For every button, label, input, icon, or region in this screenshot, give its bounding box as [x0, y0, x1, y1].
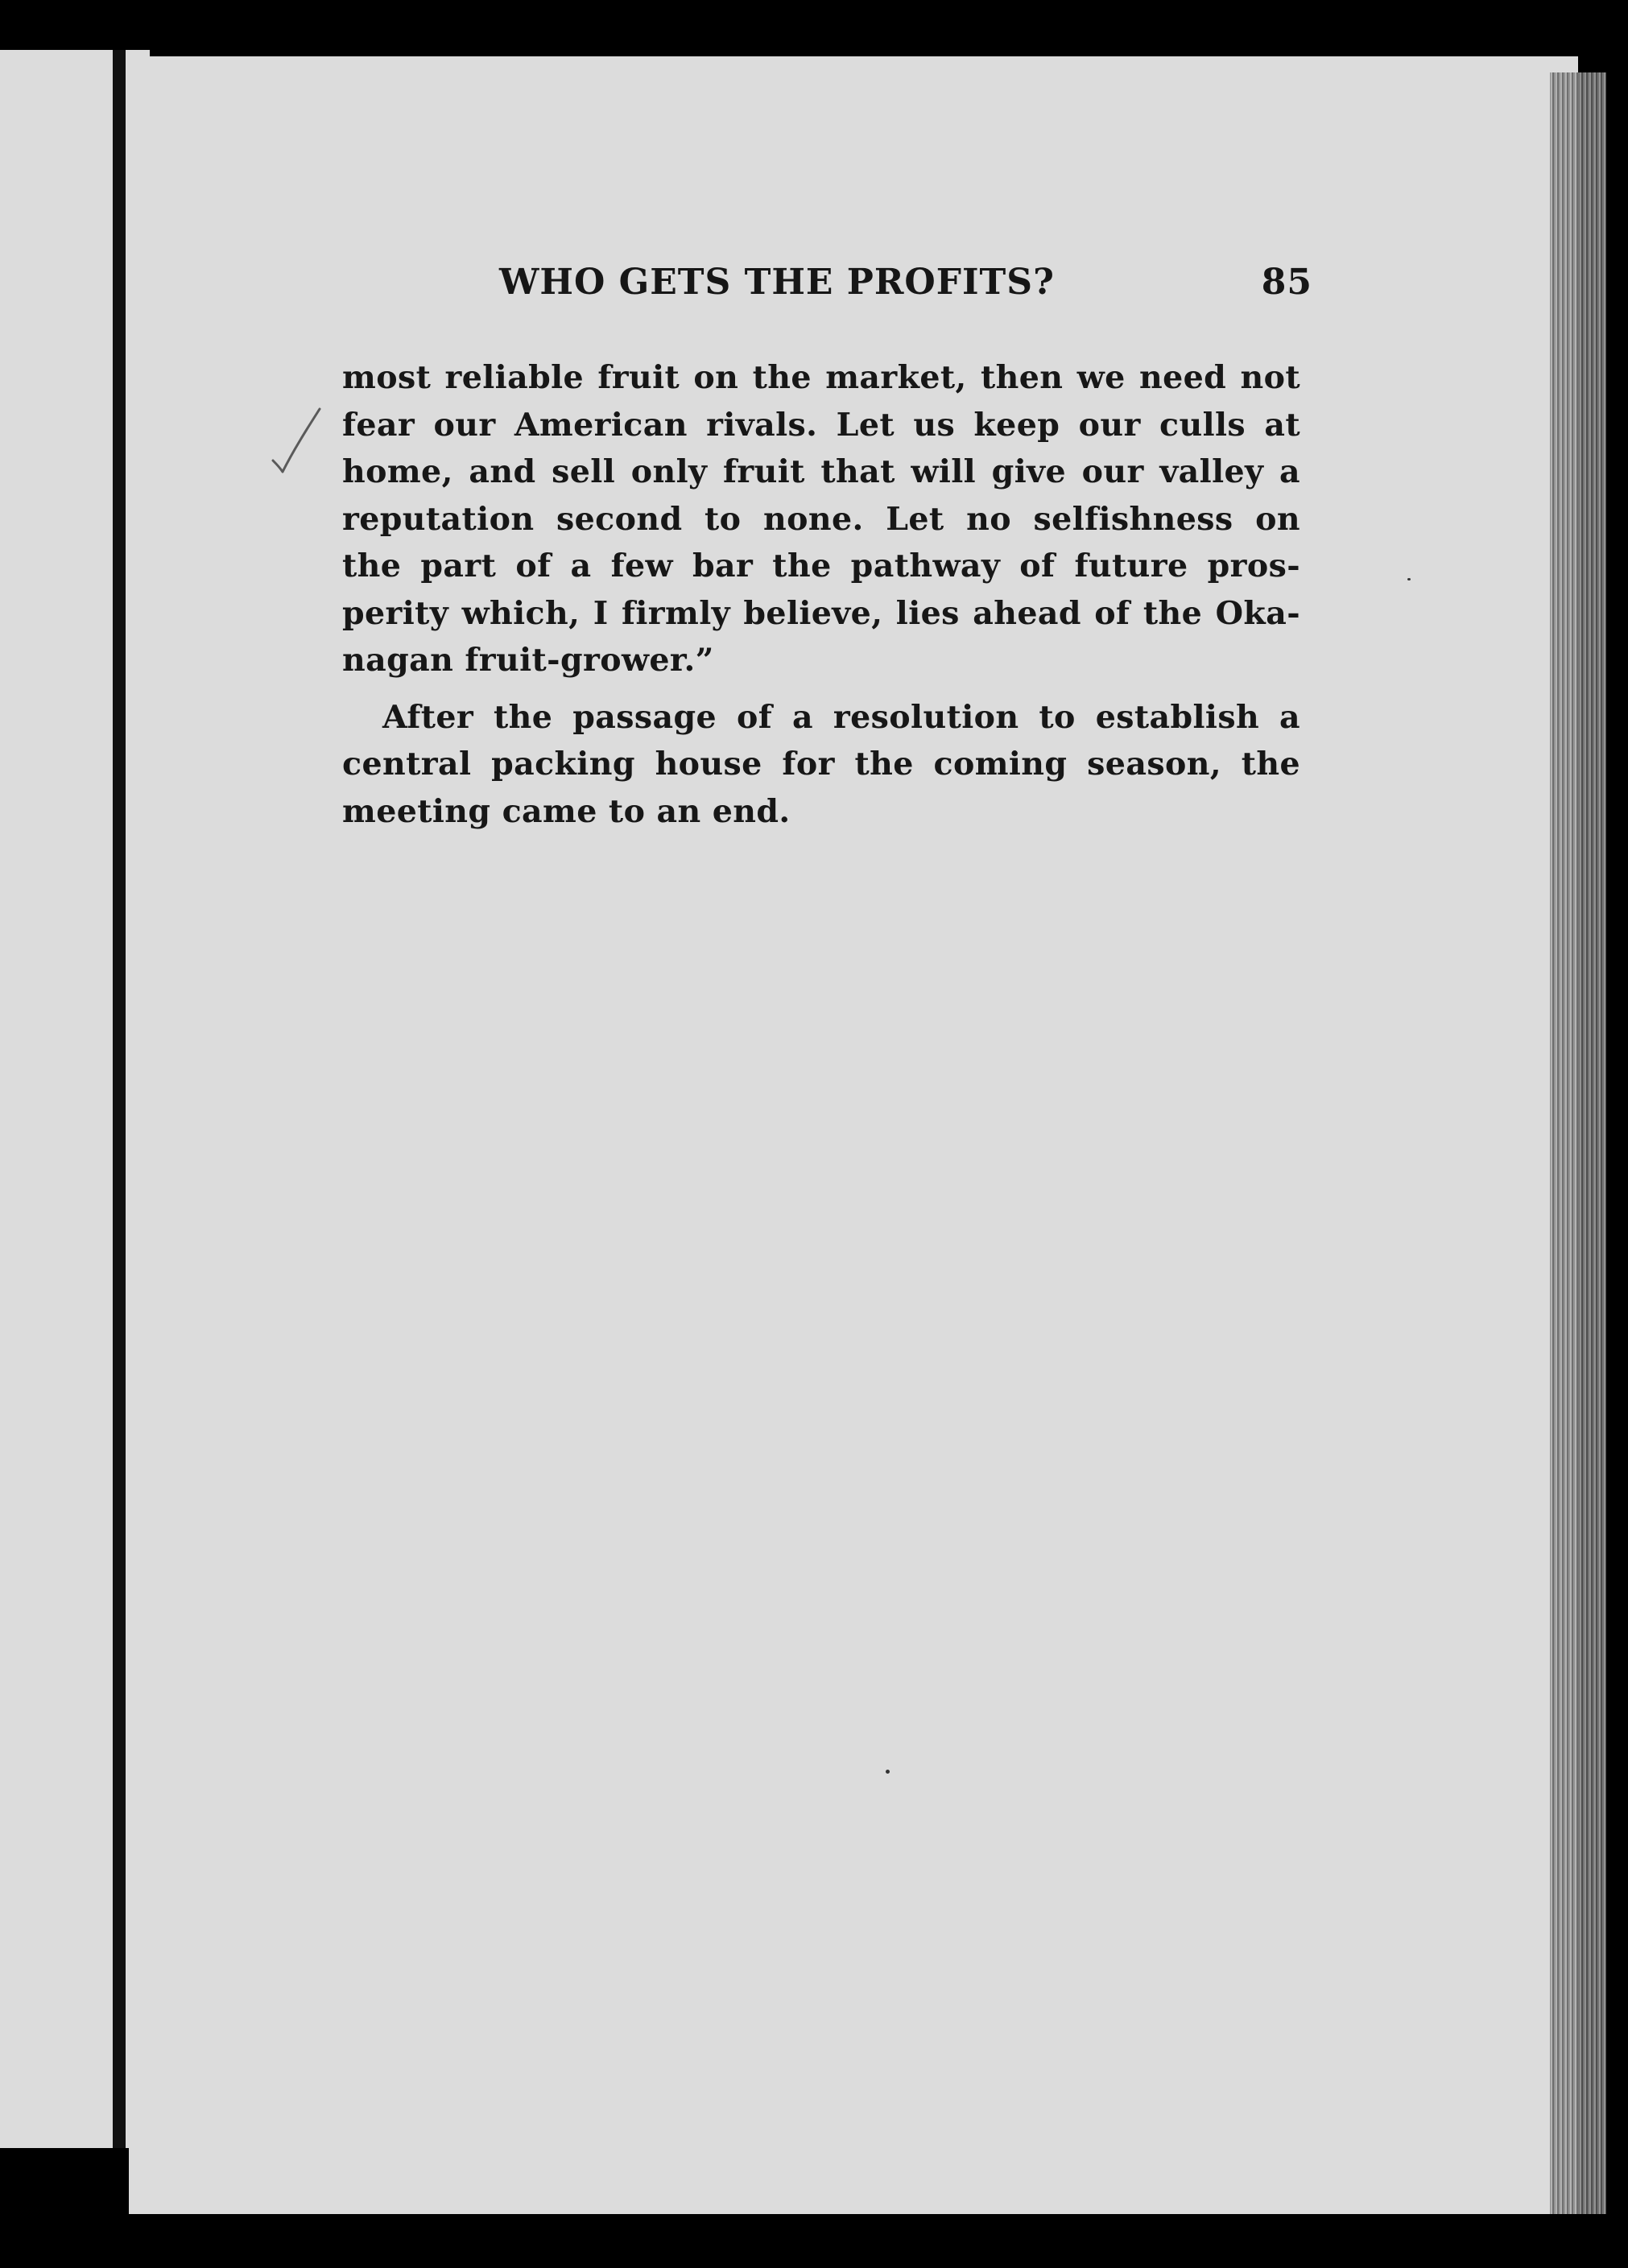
book-gutter [113, 50, 126, 2148]
pencil-check-mark [270, 403, 350, 491]
paragraph-gap [342, 684, 1300, 694]
text-line: home, and sell only fruit that will give our valley a [342, 453, 1300, 490]
paper-speck [886, 1770, 890, 1774]
paper-speck [1407, 578, 1411, 580]
text-line: most reliable fruit on the market, then we need not [342, 359, 1300, 396]
page-number: 85 [1261, 262, 1312, 303]
left-page-blank [0, 50, 150, 2148]
text-line: After the passage of a resolution to establish a [382, 698, 1300, 736]
text-line: the part of a few bar the pathway of future pros- [342, 547, 1300, 585]
page-edges [1550, 72, 1606, 2214]
text-line: perity which, I firmly believe, lies ahead of the Oka- [342, 594, 1300, 632]
text-line: nagan fruit-grower.” [342, 642, 714, 679]
body-text [342, 354, 1300, 835]
text-line: fear our American rivals. Let us keep our culls at [342, 406, 1300, 444]
text-line: meeting came to an end. [342, 792, 791, 830]
text-line: central packing house for the coming season, the [342, 746, 1300, 783]
text-line: reputation second to none. Let no selfishness on [342, 500, 1300, 538]
running-title: WHO GETS THE PROFITS? [499, 262, 1055, 303]
